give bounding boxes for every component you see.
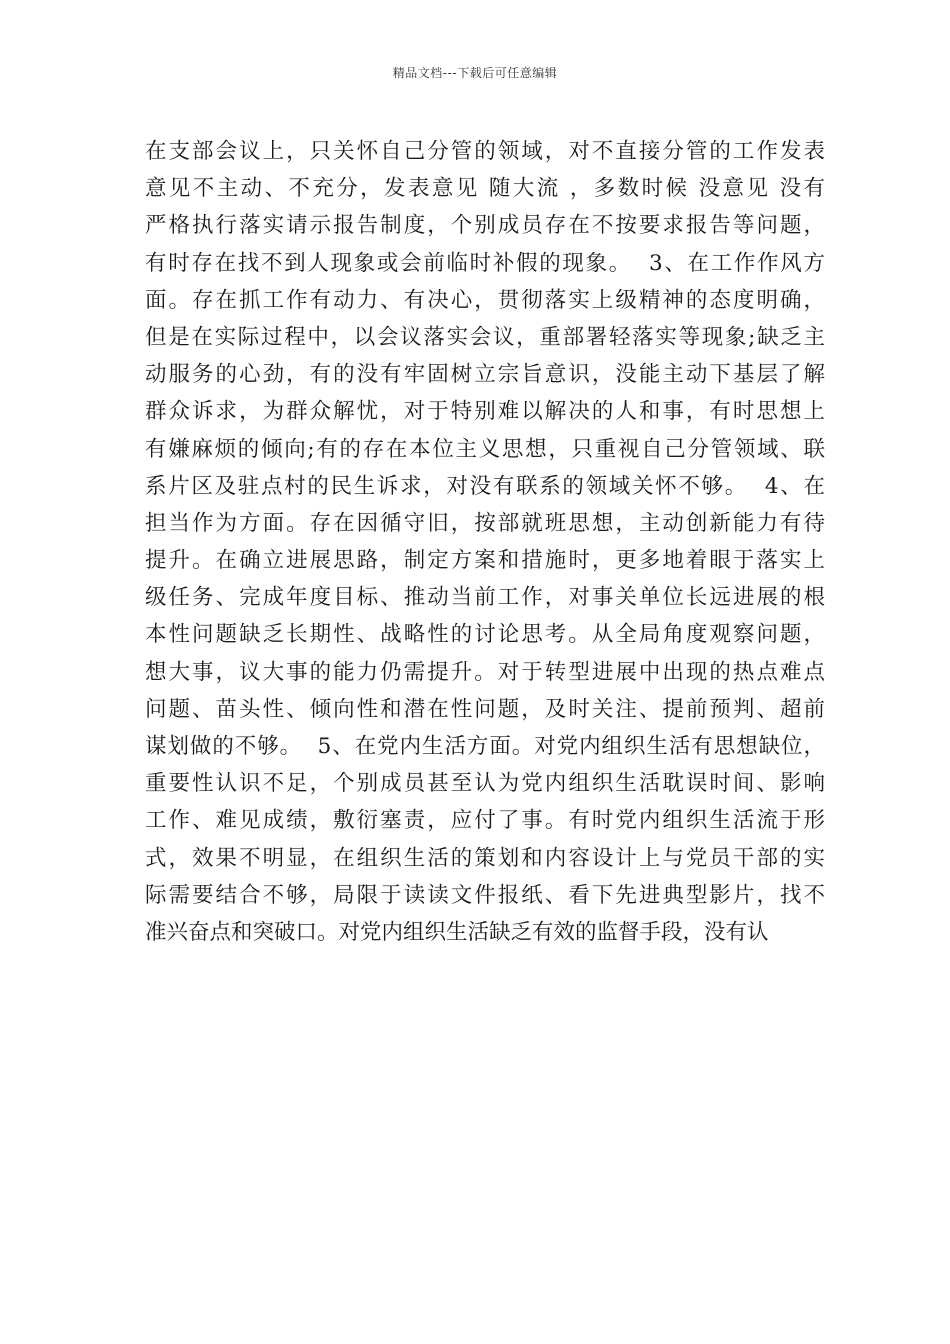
text-line: 工作、难见成绩，敷衍塞责，应付了事。有时党内组织生活流于形	[145, 808, 825, 834]
text-line: 准兴奋点和突破口。对党内组织生活缺乏有效的监督手段，没有认	[145, 919, 769, 945]
text-line: 本性问题缺乏长期性、战略性的讨论思考。从全局角度观察问题，	[145, 622, 825, 648]
text-line: 担当作为方面。存在因循守旧，按部就班思想，主动创新能力有待	[145, 510, 825, 536]
text-line: 面。存在抓工作有动力、有决心，贯彻落实上级精神的态度明确，	[145, 287, 825, 313]
text-line: 但是在实际过程中，以会议落实会议，重部署轻落实等现象;缺乏主	[145, 324, 825, 350]
text-line: 重要性认识不足，个别成员甚至认为党内组织生活耽误时间、影响	[145, 771, 825, 797]
text-line: 想大事，议大事的能力仍需提升。对于转型进展中出现的热点难点	[145, 659, 825, 685]
text-line: 有嫌麻烦的倾向;有的存在本位主义思想，只重视自己分管领域、联	[145, 436, 825, 462]
text-line: 在支部会议上，只关怀自己分管的领域，对不直接分管的工作发表	[145, 139, 825, 164]
text-line: 意见不主动、不充分，发表意见 随大流 ，多数时候 没意见 没有	[145, 176, 825, 202]
text-line: 提升。在确立进展思路，制定方案和措施时，更多地着眼于落实上	[145, 548, 825, 574]
text-line: 级任务、完成年度目标、推动当前工作，对事关单位长远进展的根	[145, 585, 825, 611]
text-line: 系片区及驻点村的民生诉求，对没有联系的领域关怀不够。 4、在	[145, 473, 825, 499]
text-line: 谋划做的不够。 5、在党内生活方面。对党内组织生活有思想缺位，	[145, 734, 825, 759]
text-line: 式，效果不明显，在组织生活的策划和内容设计上与党员干部的实	[145, 845, 825, 871]
text-line: 有时存在找不到人现象或会前临时补假的现象。 3、在工作作风方	[145, 250, 825, 276]
text-line: 动服务的心劲，有的没有牢固树立宗旨意识，没能主动下基层了解	[145, 362, 825, 388]
text-line: 群众诉求，为群众解忧，对于特别难以解决的人和事，有时思想上	[145, 399, 825, 425]
page-header: 精品文档---下载后可任意编辑	[392, 66, 558, 80]
text-line: 际需要结合不够，局限于读读文件报纸、看下先进典型影片，找不	[145, 882, 825, 908]
text-line: 严格执行落实请示报告制度，个别成员存在不按要求报告等问题，	[145, 213, 825, 239]
text-line: 问题、苗头性、倾向性和潜在性问题，及时关注、提前预判、超前	[145, 696, 825, 722]
body-text	[145, 133, 825, 951]
